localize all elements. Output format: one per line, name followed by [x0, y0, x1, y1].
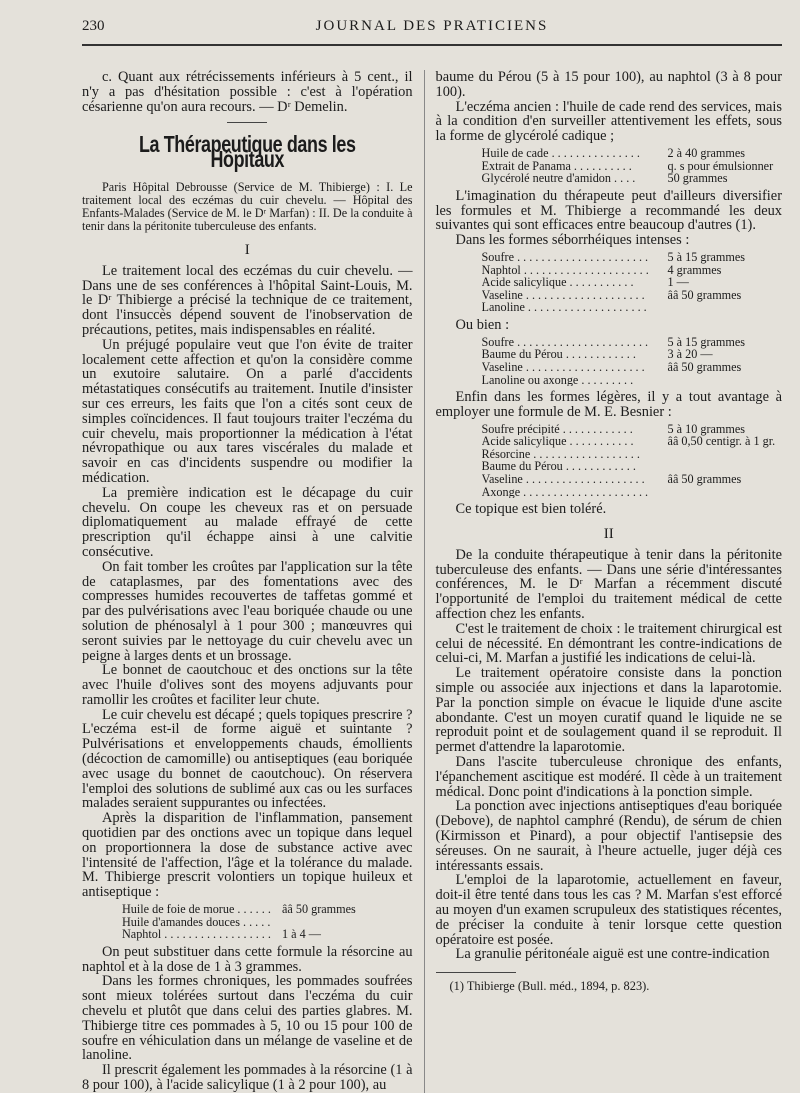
running-header: [82, 18, 782, 46]
formula-ingredient: Baume du Pérou . . . . . . . . . . . .: [481, 348, 636, 361]
paragraph: Dans les formes séborrhéiques intenses :: [455, 232, 690, 249]
summary: Paris Hôpital Debrousse (Service de M. Thibierge) : I. Le traitement local des eczémas du cuir chevelu. — Hôpital des Enfants-Malades (Service de M. le Dʳ Marfan) : II. De la conduite à tenir dans la péritonite tuberculeuse des enfants.: [82, 179, 413, 233]
paragraph: L'eczéma ancien : l'huile de cade rend des services, mais à la condition d'en surveiller attentivement les effets, sous la forme de glycérolé cadique ;: [435, 98, 782, 145]
right-column: [430, 70, 782, 1093]
formula-ingredient: Résorcine . . . . . . . . . . . . . . . . . .: [481, 447, 640, 461]
separator-rule: [227, 122, 267, 123]
paragraph: L'emploi de la laparotomie, actuellement en faveur, doit-il être tenté dans tous les cas ? M. Marfan s'est efforcé au moyen d'un examen scrupuleux des statistiques récentes, de préciser la conduite à tenir lorsque cette question opératoire est posée.: [435, 872, 782, 948]
formula-quantity: ââ 50 grammes: [667, 472, 742, 487]
formula-ingredient: Soufre . . . . . . . . . . . . . . . . . . . . . .: [481, 250, 649, 264]
formula-ingredient: Huile de foie de morue . . . . . .: [122, 903, 271, 916]
formula-quantity: 3 à 20 —: [667, 347, 713, 362]
paragraph: Le traitement local des eczémas du cuir chevelu. — Dans une de ses conférences à l'hôpital Saint-Louis, M. le Dʳ Thibierge a précisé la technique de ce traitement, dont l'insuccès dépend souvent de l'inobservation de précautions, petites, mais indispensables en réalité.: [82, 262, 413, 338]
paragraph: On peut substituer dans cette formule la résorcine au naphtol et à la dose de 1 à 3 grammes.: [82, 943, 413, 975]
left-column: [82, 70, 421, 1093]
paragraph: On fait tomber les croûtes par l'application sur la tête de cataplasmes, par des fomentations avec des compresses humides recouvertes de taffetas gommé et par des pulvérisations avec l'eau boriquée chaude ou une solution de phénosalyl à 1 pour 300 ; manœuvres qui seront suivies par le nettoyage du cuir chevelu avec un peigne à larges dents et un brossage.: [82, 558, 413, 664]
formula-ingredient: Baume du Pérou . . . . . . . . . . . .: [481, 460, 636, 474]
formula-ingredient: Naphtol . . . . . . . . . . . . . . . . . . . . .: [481, 263, 649, 277]
formula-ingredient: Soufre précipité . . . . . . . . . . . .: [481, 422, 633, 436]
formula-ingredient: Huile d'amandes douces . . . . .: [122, 915, 271, 929]
paragraph: baume du Pérou (5 à 15 pour 100), au naphtol (3 à 8 pour 100).: [435, 69, 782, 100]
formula-ingredient: Acide salicylique . . . . . . . . . . .: [481, 435, 634, 448]
formula-ingredient: Lanoline ou axonge . . . . . . . . .: [481, 373, 634, 387]
formula-ingredient: Naphtol . . . . . . . . . . . . . . . . . .: [122, 928, 271, 941]
paragraph: Dans les formes chroniques, les pommades soufrées sont mieux tolérées surtout dans l'eczéma du cuir chevelu et plutôt que dans celui des parties glabres. M. Thibierge titre ces pommades à 5, 10 ou 15 pour 100 de soufre en véhiculation dans un mélange de vaseline et de lanoline.: [82, 973, 413, 1064]
formula-quantity: 5 à 15 grammes: [667, 334, 746, 349]
formula-seborrheic: [482, 251, 782, 314]
formula-ingredient: Extrait de Panama . . . . . . . . . .: [481, 159, 632, 173]
paragraph: La granulie péritonéale aiguë est une contre-indication: [455, 946, 770, 963]
footnote-rule: [436, 972, 516, 973]
formula-quantity: ââ 50 grammes: [282, 902, 356, 917]
formula-ingredient: Huile de cade . . . . . . . . . . . . . . .: [481, 146, 640, 160]
paragraph: Dans l'ascite tuberculeuse chronique des enfants, l'épanchement ascitique est modéré. Il cède à un traitement médical. Donc point d'indications à la ponction simple.: [435, 754, 782, 800]
formula-ingredient: Vaseline . . . . . . . . . . . . . . . . . . . .: [481, 360, 645, 374]
formula-ingredient: Soufre . . . . . . . . . . . . . . . . . . . . . .: [481, 335, 649, 349]
paragraph: Le traitement opératoire consiste dans la ponction simple ou associée aux injections et dans la laparotomie. Par la ponction simple on évacue le liquide d'une ascite abondante. C'est un moyen curatif quand le liquide ne se reproduit point et de soulagement quand il se reproduit. Il permet d'attendre la laparotomie.: [435, 665, 782, 756]
paragraph: Un préjugé populaire veut que l'on évite de traiter localement cette affection et qu'on la considère comme un exutoire salutaire. On a parlé d'accidents métastatiques consécutifs au traitement. Inutile d'insister sur ces erreurs, les faits que l'on a cités sont ceux de simples coïncidences. Il faut toujours traiter l'eczéma du cuir chevelu, mais proportionner la médication à l'état névropathique ou aux tares viscérales du malade et savoir en cas d'incidents suspendre ou modifier la médication.: [82, 336, 413, 486]
formula-quantity: 4 grammes: [667, 262, 722, 277]
paragraph: De la conduite thérapeutique à tenir dans la péritonite tuberculeuse des enfants. — Dans une série d'intéressantes conférences, M. le Dʳ Marfan a récemment discuté l'opportunité de l'emploi du traitement médical de cette affection chez les enfants.: [435, 546, 782, 623]
formula-quantity: q. s pour émulsionner: [667, 158, 774, 173]
footnote: (1) Thibierge (Bull. méd., 1894, p. 823).: [449, 979, 650, 994]
part-two-heading: II: [603, 526, 614, 543]
formula-cade: [482, 147, 782, 185]
formula-ingredient: Vaseline . . . . . . . . . . . . . . . . . . . .: [481, 473, 645, 486]
column-divider: [424, 70, 425, 1093]
paragraph: C'est le traitement de choix : le traitement chirurgical est celui de nécessité. En démontrant les contre-indications de celui-ci, M. Marfan a justifié les indications de celui-là.: [435, 620, 782, 667]
paragraph: Le bonnet de caoutchouc et des onctions sur la tête avec l'huile d'olives sont des moyens adjuvants pour ramollir les croûtes et faciliter leur chute.: [82, 662, 413, 708]
intro-paragraph: c. Quant aux rétrécissements inférieurs à 5 cent., il n'y a pas d'hésitation possible : c'est à l'opération césarienne qu'on aura recours. — Dʳ Demelin.: [82, 69, 413, 115]
formula-quantity: 2 à 40 grammes: [667, 145, 746, 160]
formula-quantity: ââ 50 grammes: [667, 287, 742, 302]
formula-ingredient: Axonge . . . . . . . . . . . . . . . . . . . . .: [481, 485, 649, 499]
paragraph: Ce topique est bien toléré.: [455, 501, 607, 518]
formula-quantity: ââ 50 grammes: [667, 359, 742, 374]
paragraph: Après la disparition de l'inflammation, pansement quotidien par des onctions avec un topique dans lequel on proportionnera la dose de substance active avec l'intensité de l'affection, l'âge et la tolérance du malade. M. Thibierge prescrit volontiers un topique huileux et antiseptique :: [82, 810, 413, 901]
formula-ingredient: Lanoline . . . . . . . . . . . . . . . . . . . .: [481, 301, 647, 314]
formula-besnier: [482, 423, 782, 499]
page-number: 230: [82, 18, 105, 34]
journal-title: JOURNAL DES PRATICIENS: [315, 18, 549, 34]
formula-quantity: ââ 0,50 centigr. à 1 gr.: [667, 434, 776, 449]
paragraph: L'imagination du thérapeute peut d'ailleurs diversifier les formules et M. Thibierge a recommandé les deux suivantes qui sont efficaces entre beaucoup d'autres (1).: [435, 187, 782, 234]
paragraph: Le cuir chevelu est décapé ; quels topiques prescrire ? L'eczéma est-il de forme aiguë et suintante ? Pulvérisations et enveloppements chauds, émollients (décoction de camomille) ou antiseptiques (eau boriquée avec usage du bonnet de caoutchouc). On réservera l'emploi des solutions de sublimé aux cas ou les surfaces malades seraient suppurantes ou infectées.: [82, 706, 413, 812]
part-one-heading: I: [244, 241, 250, 258]
formula-quantity: 1 à 4 —: [282, 927, 321, 942]
formula-oil: [122, 903, 413, 941]
paragraph: Enfin dans les formes légères, il y a tout avantage à employer une formule de M. E. Besnier :: [435, 389, 782, 420]
paragraph: La première indication est le décapage du cuir chevelu. On coupe les cheveux ras et on persuade diplomatiquement au malade effrayé de cette prescription qu'il échappe ainsi à une calvitie consécutive.: [82, 484, 413, 560]
paragraph: Il prescrit également les pommades à la résorcine (1 à 8 pour 100), à l'acide salicylique (1 à 2 pour 100), au: [82, 1062, 413, 1093]
formula-ingredient: Vaseline . . . . . . . . . . . . . . . . . . . .: [481, 288, 645, 302]
formula-quantity: 1 —: [667, 275, 689, 290]
formula-quantity: 50 grammes: [667, 171, 728, 186]
formula-quantity: 5 à 10 grammes: [667, 421, 746, 436]
formula-ingredient: Glycérolé neutre d'amidon . . . .: [481, 172, 636, 185]
paragraph: Ou bien :: [455, 316, 510, 333]
section-title: La Thérapeutique dans les Hôpitaux: [138, 131, 356, 173]
formula-quantity: 5 à 15 grammes: [667, 249, 746, 264]
paragraph: La ponction avec injections antiseptiques d'eau boriquée (Debove), de naphtol camphré (Rendu), de sérum de chien (Kirmisson et Pinard), a pour objectif l'antisepsie des séreuses. On ne saurait, à l'heure actuelle, juger déjà ces intéressants essais.: [435, 798, 782, 874]
formula-ingredient: Acide salicylique . . . . . . . . . . .: [481, 276, 634, 289]
formula-alternative: [482, 336, 782, 386]
